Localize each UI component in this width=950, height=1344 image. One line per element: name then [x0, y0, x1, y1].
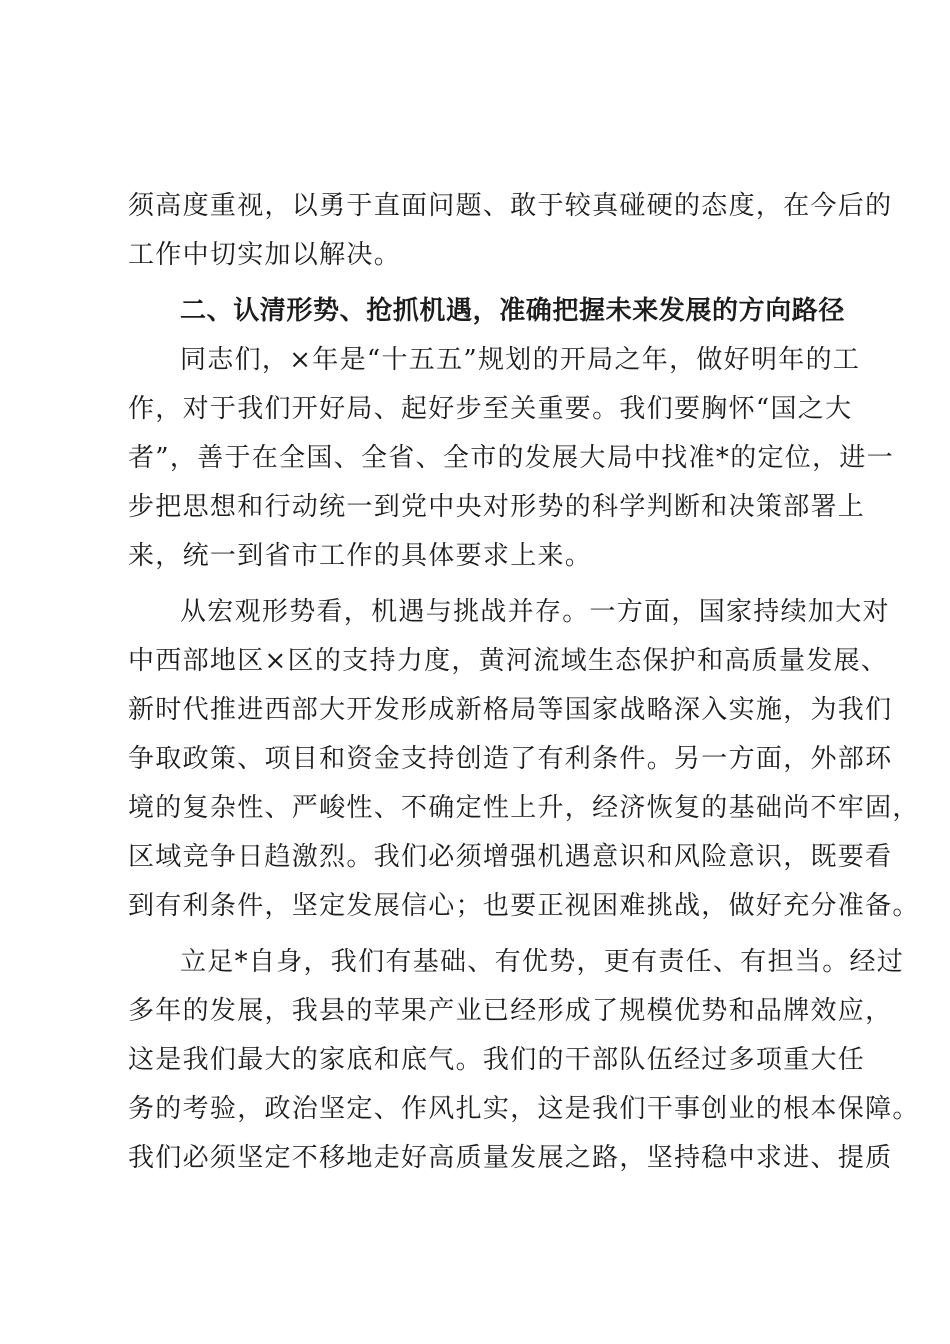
text-line: 须高度重视，以勇于直面问题、敢于较真碰硬的态度，在今后的 [128, 191, 893, 221]
text-line: 这是我们最大的家底和底气。我们的干部队伍经过多项重大任 [128, 1045, 866, 1075]
paragraph [128, 938, 920, 1183]
text-line: 作，对于我们开好局、起好步至关重要。我们要胸怀“国之大 [128, 394, 853, 424]
text-line: 从宏观形势看，机遇与挑战并存。一方面，国家持续加大对 [180, 597, 890, 627]
paragraph-continuation [128, 182, 893, 280]
text-line: 务的考验，政治坚定、作风扎实，这是我们干事创业的根本保障。 [128, 1094, 920, 1124]
text-line: 区域竞争日趋激烈。我们必须增强机遇意识和风险意识，既要看 [128, 842, 893, 872]
section-heading-text: 二、认清形势、抢抓机遇，准确把握未来发展的方向路径 [180, 296, 846, 326]
text-line: 来，统一到省市工作的具体要求上来。 [128, 541, 593, 571]
document-body [128, 182, 920, 1183]
paragraph [128, 336, 894, 581]
section-heading [128, 287, 846, 336]
text-line: 同志们，×年是“十五五”规划的开局之年，做好明年的工 [180, 345, 861, 375]
text-line: 者”，善于在全国、全省、全市的发展大局中找准*的定位，进一 [128, 443, 894, 473]
text-line: 中西部地区×区的支持力度，黄河流域生态保护和高质量发展、 [128, 646, 889, 676]
text-line: 立足*自身，我们有基础、有优势，更有责任、有担当。经过 [180, 947, 905, 977]
text-line: 多年的发展，我县的苹果产业已经形成了规模优势和品牌效应， [128, 996, 893, 1026]
text-line: 到有利条件，坚定发展信心；也要正视困难挑战，做好充分准备。 [128, 891, 920, 921]
text-line: 新时代推进西部大开发形成新格局等国家战略深入实施，为我们 [128, 695, 893, 725]
paragraph [128, 588, 920, 931]
text-line: 步把思想和行动统一到党中央对形势的科学判断和决策部署上 [128, 492, 866, 522]
text-line: 境的复杂性、严峻性、不确定性上升，经济恢复的基础尚不牢固， [128, 793, 920, 823]
text-line: 我们必须坚定不移地走好高质量发展之路，坚持稳中求进、提质 [128, 1143, 893, 1173]
text-line: 争取政策、项目和资金支持创造了有利条件。另一方面，外部环 [128, 744, 893, 774]
text-line: 工作中切实加以解决。 [128, 240, 402, 270]
